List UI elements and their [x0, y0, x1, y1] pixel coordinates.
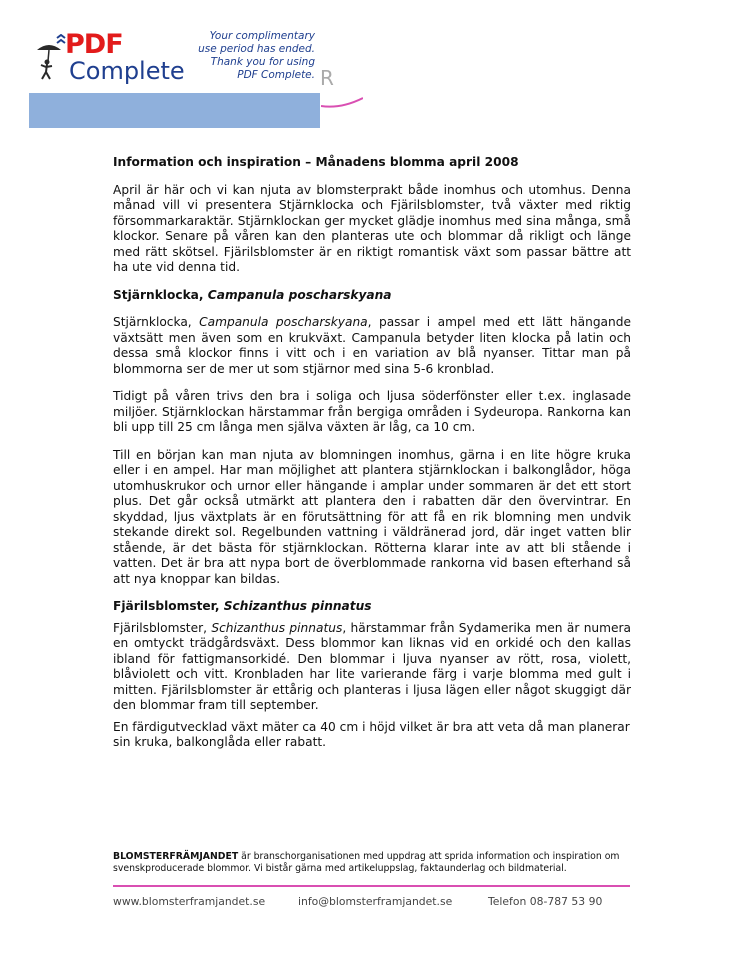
- heading-plant-name: Stjärnklocka,: [113, 287, 208, 302]
- trial-message-line: use period has ended.: [198, 43, 315, 55]
- paragraph-text: Stjärnklocka,: [113, 315, 200, 329]
- footer-org-name: BLOMSTERFRÄMJANDET: [113, 851, 239, 862]
- footer-description: [113, 851, 633, 875]
- heading-latin-name: Schizanthus pinnatus: [223, 599, 372, 613]
- trial-message: [175, 30, 315, 82]
- stjarnklocka-paragraph-2: Tidigt på våren trivs den bra i soliga och ljusa söderfönster eller t.ex. inglasade miljöer. Stjärnklockan härstammar från bergiga områden i Sydeuropa. Rankorna kan bli upp till 25 cm långa men själva växten är låg, ca 10 cm.: [113, 389, 631, 434]
- trial-message-line: Thank you for using: [210, 56, 315, 68]
- trial-message-line: Your complimentary: [209, 30, 315, 42]
- complete-logo-text: Complete: [69, 57, 185, 85]
- paragraph-text: , härstammar från Sydamerika men är numera en omtyckt trädgårdsväxt. Dess blommor kan liknas vid en orkidé och den kallas ibland för fattigmansorkidé. Den blommar i ljuva nyanser av rött, rosa, violett, blåviolett och vitt. Kronbladen har lite varierande färg i varje blomma med gult i mitten. Fjärilsblomster är ettårig och planteras i ljusa lägen eller något skuggigt där den blommar fram till september.: [113, 620, 631, 712]
- footer-website-link[interactable]: www.blomsterframjandet.se: [113, 895, 266, 908]
- footer-description-text: är branschorganisationen med uppdrag att sprida information och inspiration om svenskproducerade blommor. Vi bistår gärna med artikeluppslag, faktaunderlag och bildmaterial.: [113, 851, 620, 874]
- latin-name: Campanula poscharskyana: [199, 315, 368, 329]
- heading-latin-name: Campanula poscharskyana: [207, 287, 392, 302]
- paragraph-text: , passar i ampel med ett lätt hängande växtsätt men även som en krukväxt. Campanula betyder liten klocka på latin och dessa små klockor finns i vitt och i en variation av blå nyanser. Tittar man på blommorna ser de mer ut som stjärnor med sina 5-6 kronblad.: [113, 315, 631, 376]
- fjarilsblomster-paragraph-1: [113, 621, 631, 714]
- footer-contact: [113, 895, 633, 908]
- section-heading-fjarilsblomster: [113, 599, 631, 615]
- logo-swoosh-icon: [321, 96, 363, 110]
- article-title: Information och inspiration – Månadens blomma april 2008: [113, 155, 519, 169]
- intro-paragraph: April är här och vi kan njuta av blomsterprakt både inomhus och utomhus. Denna månad vill vi presentera Stjärnklocka och Fjärilsblomster, två växter med riktig försommarkaraktär. Stjärnklockan ger mycket glädje inomhus med sina många, små klockor. Senare på våren kan den planteras ute och blommar då rikligt och länge med rätt skötsel. Fjärilsblomster är en riktigt romantisk växt som passar bättre att ha ute vid denna tid.: [113, 182, 631, 274]
- paragraph-text: Fjärilsblomster,: [113, 620, 212, 635]
- banner-top: [29, 27, 320, 93]
- trial-message-line: PDF Complete.: [237, 69, 315, 81]
- stjarnklocka-paragraph-1: [113, 315, 631, 377]
- footer-divider: [113, 885, 630, 887]
- fjarilsblomster-paragraph-2: En färdigutvecklad växt mäter ca 40 cm i höjd vilket är bra att veta då man planerar sin kruka, balkonglåda eller rabatt.: [113, 719, 630, 749]
- footer-email-link[interactable]: info@blomsterframjandet.se: [298, 895, 453, 908]
- latin-name: Schizanthus pinnatus: [211, 620, 343, 635]
- stjarnklocka-paragraph-3: Till en början kan man njuta av blomningen inomhus, gärna i en lite högre kruka eller i en ampel. Har man möjlighet att plantera stjärnklockan i balkonglådor, höga utomhuskrukor och urnor eller hängande i amplar under sommaren är det ett stort plus. Det går också utmärkt att plantera den i rabatten där den övervintrar. En skyddad, ljus växtplats är en förutsättning för att få en rik blomning men undvik stekande direkt sol. Regelbunden vattning i väldränerad jord, där inget vatten blir stående, är det bästa för stjärnklockan. Rötterna klarar inte av att bli stående i vatten. Det är bra att nypa bort de överblommade rankorna vid basen efterhand så att nya knoppar kan bildas.: [113, 447, 631, 586]
- footer-phone: Telefon 08-787 53 90: [488, 895, 603, 908]
- pdf-logo-text: PDF: [65, 29, 123, 60]
- upgrade-link-line[interactable]: Unlimited Pages and Expanded Features: [32, 174, 271, 186]
- upgrade-link-line[interactable]: Click Here to upgrade to: [32, 161, 177, 173]
- heading-plant-name: Fjärilsblomster,: [113, 599, 224, 613]
- section-heading-stjarnklocka: [113, 288, 631, 304]
- header-logo-fragment: R: [320, 66, 334, 90]
- article: [113, 155, 631, 763]
